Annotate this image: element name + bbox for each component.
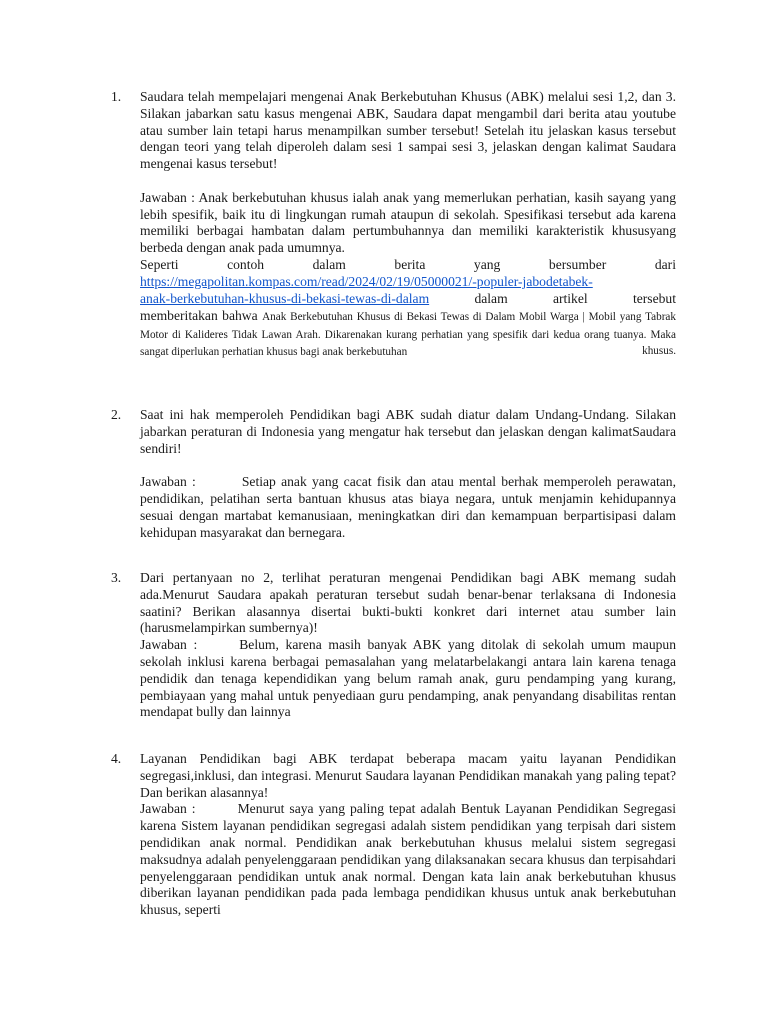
memberitakan-text: memberitakan bahwa [140, 308, 258, 324]
news-summary-end: khusus. [642, 344, 676, 357]
source-lead: Seperti contoh dalam berita yang bersumber dari [140, 256, 676, 272]
answer-label: Jawaban : [140, 474, 196, 490]
answer-label: Jawaban : [140, 801, 196, 817]
source-link-line-2 [140, 291, 676, 308]
item-number: 4. [111, 751, 122, 766]
answer-text: Setiap anak yang cacat fisik dan atau mental berhak memperoleh perawatan, pendidikan, pelatihan serta bantuan khusus atas biaya negara, untuk menjamin kehidupannya sesuai dengan martabat kemanusiaan, meningkatkan diri dan kemampuan berpartisipasi dalam kehidupan masyarakat dan bernegara. [140, 474, 676, 540]
question-item-3 [111, 570, 676, 721]
answer-paragraph: Jawaban : Anak berkebutuhan khusus ialah anak yang memerlukan perhatian, kasih sayang yang lebih spesifik, baik itu di lingkungan rumah ataupun di sekolah. Spesifikasi tersebut ada karena memiliki berbagai hambatan dalam pertumbuhannya dan memiliki karakteristik khususyang berbeda dengan anak pada umumnya. [140, 189, 676, 256]
news-summary-text: Anak Berkebutuhan Khusus di Bekasi Tewas di Dalam Mobil Warga | Mobil yang Tabrak Motor di Kalideres Tidak Lawan Arah. Dikarenakan kurang perhatian yang spesifik dari kedua orang tuanya. Maka sangat diperlukan perhatian khusus bagi anak berkebutuhan [140, 311, 676, 358]
question-text: Saat ini hak memperoleh Pendidikan bagi ABK sudah diatur dalam Undang-Undang. Silakan jabarkan peraturan di Indonesia yang mengatur hak tersebut dan jelaskan dengan kalimatSaudara sendiri! [140, 407, 676, 456]
answer-text: Belum, karena masih banyak ABK yang ditolak di sekolah umum maupun sekolah inklusi karena berbagai pemasalahan yang melatarbelakangi antara lain karena tenaga pendidik dan tenaga kependidikan yang belum ramah anak, guru pendamping yang kurang, pembiayaan yang mahal untuk penyediaan guru pendamping, anak penyandang disabilitas rentan mendapat bully dan lainnya [140, 637, 677, 720]
answer-paragraph [140, 474, 676, 541]
source-link-cont[interactable]: anak-berkebutuhan-khusus-di-bekasi-tewas-di-dalam [140, 290, 430, 306]
question-text: Saudara telah mempelajari mengenai Anak Berkebutuhan Khusus (ABK) melalui sesi 1,2, dan 3. Silakan jabarkan satu kasus mengenai ABK, Saudara dapat mengambil dari berita atau youtube atau sumber lain tetapi harus menampilkan sumber tersebut! Setelah itu jelaskan kasus tersebut dengan teori yang telah diperoleh dalam sesi 1 sampai sesi 3, jelaskan dengan kalimat Saudara mengenai kasus tersebut! [140, 89, 676, 172]
question-text: Layanan Pendidikan bagi ABK terdapat beberapa macam yaitu layanan Pendidikan segregasi,inklusi, dan integrasi. Menurut Saudara layanan Pendidikan manakah yang paling tepat? Dan berikan alasannya! [140, 751, 676, 800]
source-link-line-1 [140, 274, 676, 291]
answer-label: Jawaban : [140, 637, 198, 653]
answer-text: Menurut saya yang paling tepat adalah Bentuk Layanan Pendidikan Segregasi karena Sistem layanan pendidikan segregasi adalah sistem pendidikan yang terpisah dari sistem pendidikan anak normal. Pendidikan anak berkebutuhan khusus melalui sistem segregasi maksudnya adalah penyelenggaraan pendidikan yang dilaksanakan secara khusus dan terpisahdari penyelenggaraan pendidikan untuk anak normal. Dengan kata lain anak berkebutuhan khusus diberikan layanan pendidikan pada pada lembaga pendidikan khusus untuk anak berkebutuhan khusus, seperti [140, 801, 676, 918]
question-text: Dari pertanyaan no 2, terlihat peraturan mengenai Pendidikan bagi ABK memang sudah ada.Menurut Saudara apakah peraturan tersebut sudah benar-benar terlaksana di Indonesia saatini? Berikan alasannya disertai bukti-bukti konkret dari internet atau sumber lain (harusmelampirkan sumbernya)! [140, 570, 676, 636]
question-item-4 [111, 751, 676, 919]
after-link-text: dalam artikel tersebut [474, 290, 676, 306]
item-number: 2. [111, 407, 122, 422]
answer-paragraph [140, 637, 676, 721]
question-item-1 [111, 89, 676, 360]
answer-paragraph [140, 801, 676, 919]
news-summary [140, 308, 676, 360]
source-link[interactable]: https://megapolitan.kompas.com/read/2024/02/19/05000021/-populer-jabodetabek- [140, 273, 593, 289]
question-item-2 [111, 407, 676, 541]
item-number: 1. [111, 89, 122, 104]
item-number: 3. [111, 570, 122, 585]
